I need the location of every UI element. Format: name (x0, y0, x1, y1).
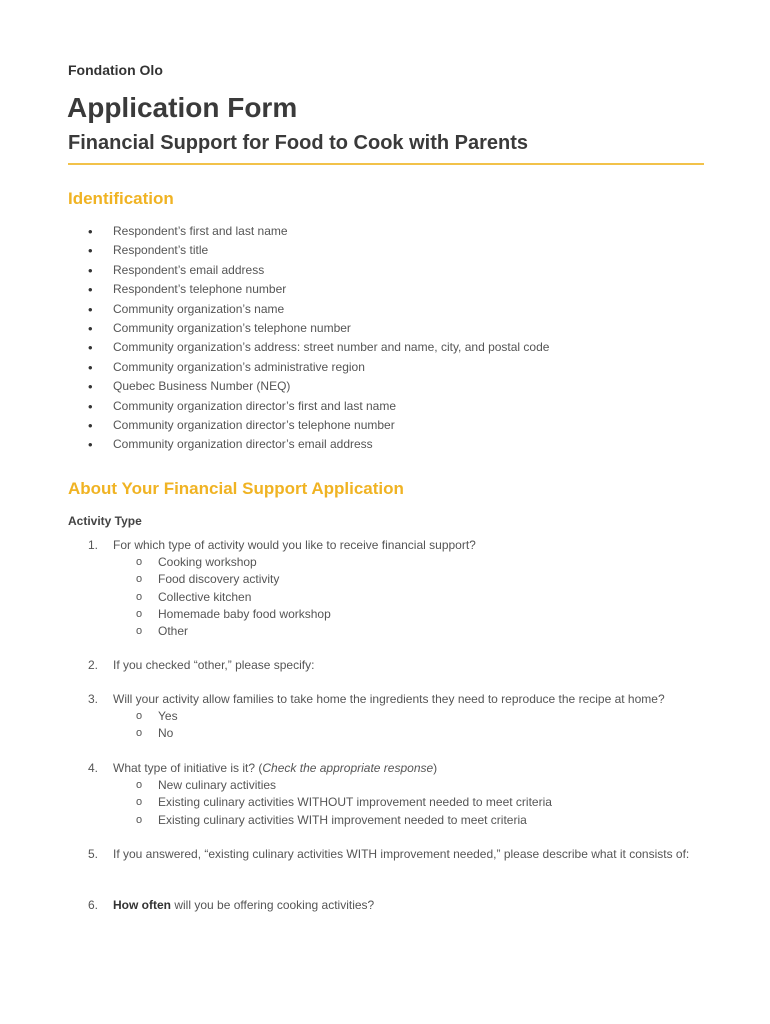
question-text (113, 760, 708, 777)
question-6 (68, 897, 708, 914)
list-item: • Community organization’s administrative region (68, 358, 549, 377)
question-number: 3. (88, 692, 99, 706)
option-collective-kitchen[interactable]: o Collective kitchen (68, 589, 708, 606)
option-list (68, 554, 708, 640)
option-cooking-workshop[interactable]: o Cooking workshop (68, 554, 708, 571)
question-number: 5. (88, 847, 99, 861)
question-text-end: ) (433, 761, 438, 775)
list-item: • Respondent’s telephone number (68, 280, 549, 299)
question-1 (68, 537, 708, 640)
option-food-discovery[interactable]: o Food discovery activity (68, 571, 708, 588)
option-no[interactable]: o No (68, 725, 708, 742)
question-text-end: will you be offering cooking activities? (171, 898, 375, 912)
question-text: Will your activity allow families to take home the ingredients they need to reproduce the recipe at home? (113, 692, 665, 706)
question-text: For which type of activity would you like to receive financial support? (113, 538, 476, 552)
list-item: • Community organization director’s first and last name (68, 397, 549, 416)
identification-heading: Identification (68, 189, 174, 208)
option-yes[interactable]: o Yes (68, 708, 708, 725)
list-item: • Respondent’s title (68, 241, 549, 260)
list-item: • Community organization director’s email address (68, 435, 549, 454)
question-text: If you answered, “existing culinary activities WITH improvement needed,” please describe what it consists of: (113, 847, 690, 861)
page-subtitle: Financial Support for Food to Cook with Parents (68, 132, 528, 154)
identification-list (68, 222, 549, 455)
list-item: • Community organization’s telephone number (68, 319, 549, 338)
question-3 (68, 691, 708, 743)
option-list (68, 708, 708, 743)
question-number: 4. (88, 761, 99, 775)
question-text (113, 897, 708, 914)
question-2 (68, 657, 708, 674)
option-baby-food-workshop[interactable]: o Homemade baby food workshop (68, 606, 708, 623)
activity-type-label: Activity Type (68, 514, 142, 528)
question-text-instruction: Check the appropriate response (262, 761, 434, 775)
list-item: • Community organization’s address: street number and name, city, and postal code (68, 338, 549, 357)
question-5 (68, 846, 708, 863)
page-title: Application Form (67, 92, 298, 123)
option-new-activities[interactable]: o New culinary activities (68, 777, 708, 794)
question-4 (68, 760, 708, 829)
option-list (68, 777, 708, 829)
question-text-emphasis: How often (113, 898, 171, 912)
option-other[interactable]: o Other (68, 623, 708, 640)
question-text: If you checked “other,” please specify: (113, 658, 315, 672)
header-divider (68, 163, 704, 165)
option-existing-with-improvement[interactable]: o Existing culinary activities WITH improvement needed to meet criteria (68, 812, 708, 829)
question-number: 1. (88, 538, 99, 552)
list-item: • Community organization’s name (68, 300, 549, 319)
list-item: • Respondent’s first and last name (68, 222, 549, 241)
list-item: • Community organization director’s telephone number (68, 416, 549, 435)
organization-name: Fondation Olo (68, 62, 163, 78)
list-item: • Respondent’s email address (68, 261, 549, 280)
question-text-start: What type of initiative is it? ( (113, 761, 263, 775)
question-number: 2. (88, 658, 99, 672)
option-existing-without-improvement[interactable]: o Existing culinary activities WITHOUT improvement needed to meet criteria (68, 794, 708, 811)
list-item: • Quebec Business Number (NEQ) (68, 377, 549, 396)
question-number: 6. (88, 898, 99, 912)
application-heading: About Your Financial Support Application (68, 479, 404, 498)
